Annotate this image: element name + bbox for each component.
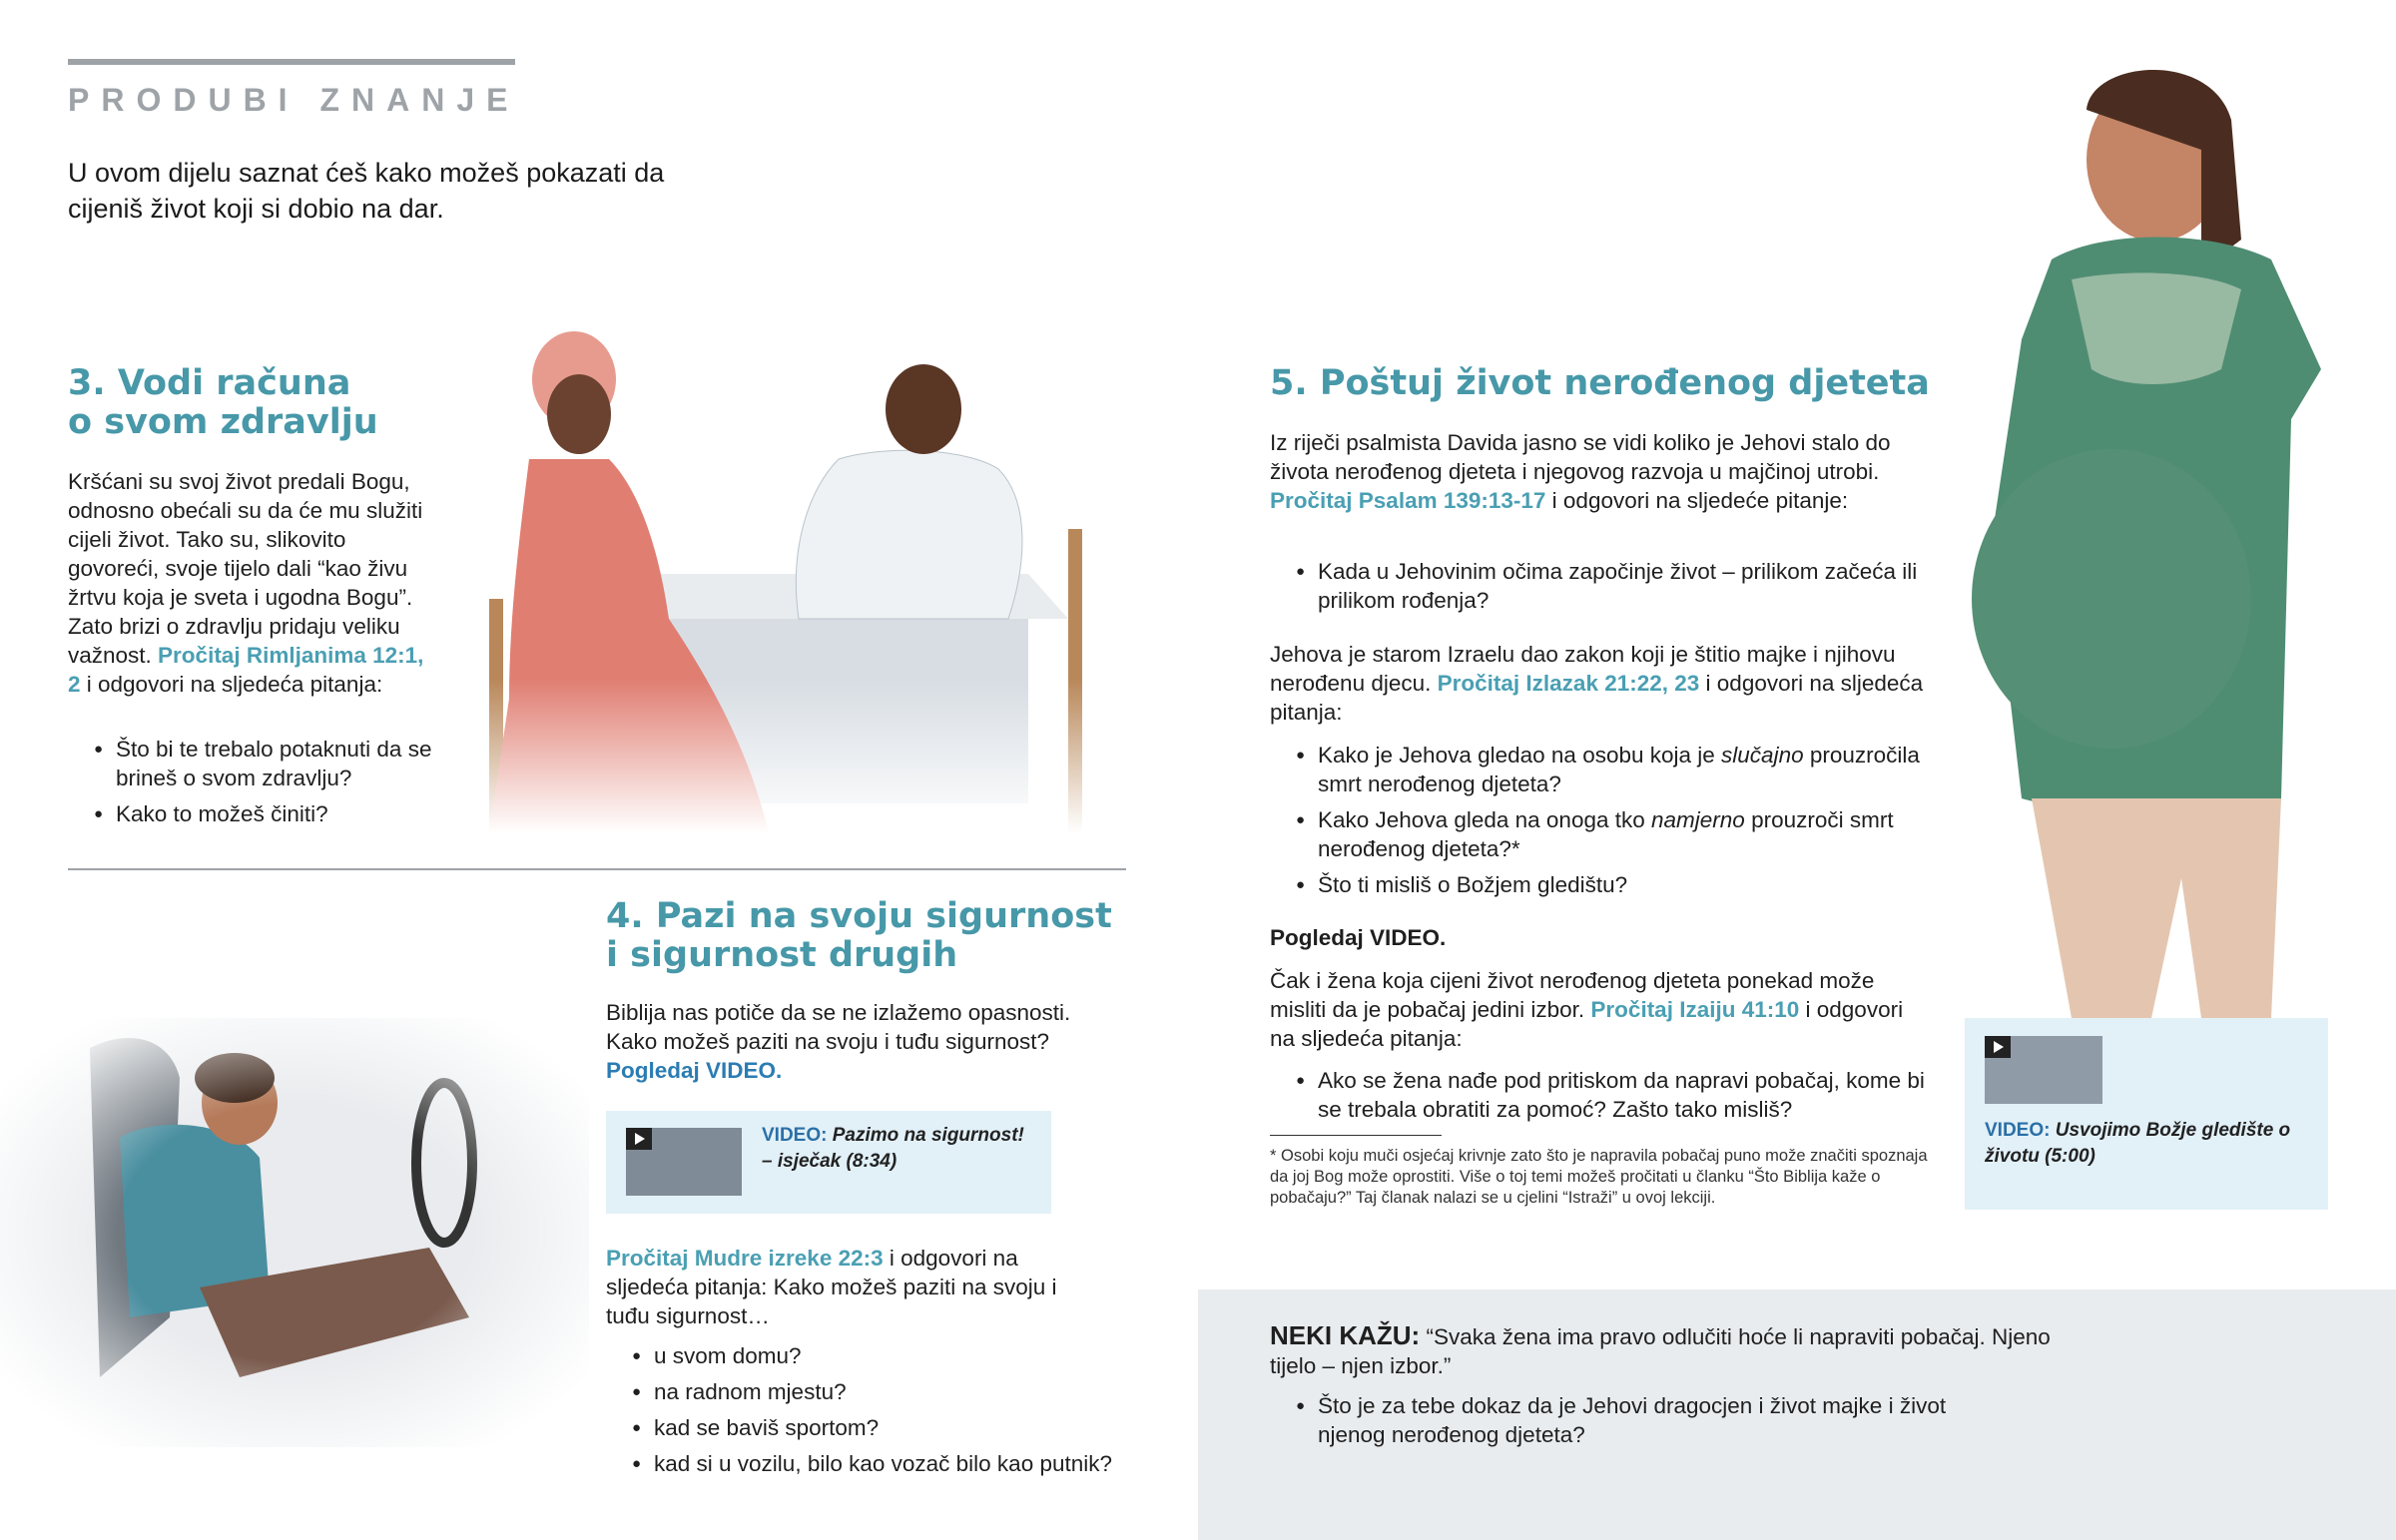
- section-kicker: PRODUBI ZNANJE: [68, 82, 520, 118]
- section-4-reading: [606, 1244, 1105, 1330]
- section-4-body-text: Biblija nas potiče da se ne izlažemo opasnosti. Kako možeš paziti na svoju i tuđu sigurnost?: [606, 1000, 1071, 1054]
- section-4-title-line2: i sigurnost drugih: [606, 935, 958, 975]
- section-3-body-text: Kršćani su svoj život predali Bogu, odnosno obećali su da će mu služiti cijeli život. Tako su, slikovito govoreći, svoje tijelo dali “kao živu žrtvu koja je sveta i ugodna Bogu”. Zato brizi o zdravlju pridaju veliku važnost.: [68, 469, 423, 668]
- intro-text: U ovom dijelu saznat ćeš kako možeš pokazati da cijeniš život koji si dobio na dar.: [68, 158, 665, 224]
- question-emphasis: namjerno: [1651, 807, 1745, 832]
- question-emphasis: slučajno: [1721, 743, 1804, 768]
- doctor-visit-illustration: [469, 319, 1128, 833]
- section-5-intro-post: i odgovori na sljedeće pitanje:: [1545, 488, 1849, 513]
- section-5-choice: [1270, 966, 1929, 1053]
- section-5-isaiah-link[interactable]: Pročitaj Izaiju 41:10: [1590, 997, 1800, 1022]
- play-icon[interactable]: [1985, 1036, 2011, 1058]
- section-5-questions: [1270, 741, 1929, 906]
- video-label: VIDEO:: [762, 1125, 828, 1146]
- question-text: Kako Jehova gleda na onoga tko: [1318, 807, 1652, 832]
- play-icon[interactable]: [626, 1128, 652, 1150]
- section-3-title-line2: o svom zdravlju: [68, 402, 378, 442]
- section-3-title-line1: 3. Vodi računa: [68, 363, 351, 403]
- section-5-intro: [1270, 428, 1899, 515]
- section-5-law: [1270, 640, 1929, 727]
- pregnant-woman-illustration: [1952, 40, 2371, 1018]
- opinion-question: [1270, 1391, 1949, 1456]
- section-5-video-card[interactable]: [1965, 1018, 2328, 1210]
- section-5-video-caption[interactable]: [1985, 1118, 2304, 1170]
- section-4-reading-text: i odgovori na sljedeća pitanja: Kako možeš paziti na svoju i tuđu sigurnost…: [606, 1246, 1057, 1328]
- section-5-question-1: [1270, 557, 1929, 622]
- section-4-questions: [606, 1341, 1165, 1485]
- footnote-rule: [1270, 1135, 1442, 1136]
- list-item: ● Što bi te trebalo potaknuti da se brineš o svom zdravlju?: [68, 735, 447, 792]
- opinion-quote: [1270, 1321, 2069, 1380]
- list-item: [1270, 741, 1929, 798]
- section-3-body: [68, 467, 427, 699]
- section-5-title: 5. Poštuj život nerođenog djeteta: [1270, 363, 1930, 403]
- question-text: Kako je Jehova gledao na osobu koja je: [1318, 743, 1722, 768]
- section-4-video-link[interactable]: Pogledaj VIDEO.: [606, 1058, 783, 1083]
- section-5-exodus-link[interactable]: Pročitaj Izlazak 21:22, 23: [1437, 671, 1700, 696]
- section-3-questions: [68, 735, 447, 835]
- list-item: ● kad se baviš sportom?: [606, 1413, 1165, 1442]
- list-item: ● u svom domu?: [606, 1341, 1165, 1370]
- section-4-body: [606, 998, 1095, 1085]
- list-item: ● Kada u Jehovinim očima započinje život – prilikom začeća ili prilikom rođenja?: [1270, 557, 1929, 615]
- opinion-label: NEKI KAŽU:: [1270, 1320, 1421, 1350]
- video-title: Usvojimo Božje gledište o životu (5:00): [1985, 1120, 2291, 1167]
- list-item: [1270, 805, 1929, 863]
- question-text: prouzroči smrt nerođenog djeteta?*: [1318, 807, 1894, 861]
- list-item: ● Kako to možeš činiti?: [68, 799, 447, 828]
- seatbelt-illustration: [0, 1018, 589, 1447]
- section-3-body-post: i odgovori na sljedeća pitanja:: [80, 672, 383, 697]
- section-5-choice-text: Čak i žena koja cijeni život nerođenog djeteta ponekad može misliti da je pobačaj jedini izbor.: [1270, 968, 1875, 1022]
- section-5-psalm-link[interactable]: Pročitaj Psalam 139:13-17: [1270, 488, 1546, 513]
- opinion-box: [1198, 1289, 2396, 1540]
- footnote: * Osobi koju muči osjećaj krivnje zato što je napravila pobačaj puno može značiti spoznaja da joj Bog može oprostiti. Više o toj temi možeš pročitati u članku “Što Biblija kaže o pobačaju?” Taj članak nalazi se u cjelini “Istraži” u ovoj lekciji.: [1270, 1147, 1928, 1207]
- section-5-video-link[interactable]: Pogledaj VIDEO.: [1270, 925, 1447, 950]
- opinion-quote-text: “Svaka žena ima pravo odlučiti hoće li napraviti pobačaj. Njeno tijelo – njen izbor.”: [1270, 1324, 2051, 1378]
- question-text: prouzročila smrt nerođenog djeteta?: [1318, 743, 1920, 796]
- section-4-title: [606, 897, 1112, 975]
- section-4-video-card[interactable]: [606, 1111, 1051, 1214]
- list-item: ● na radnom mjestu?: [606, 1377, 1165, 1406]
- list-item: ● Što ti misliš o Božjem gledištu?: [1270, 870, 1929, 899]
- list-item: ● Što je za tebe dokaz da je Jehovi dragocjen i život majke i život njenog nerođenog djeteta?: [1270, 1391, 1949, 1449]
- list-item: ● Ako se žena nađe pod pritiskom da napravi pobačaj, kome bi se trebala obratiti za pomoć? Zašto tako misliš?: [1270, 1066, 1929, 1124]
- section-5-law-text: Jehova je starom Izraelu dao zakon koji je štitio majke i njihovu nerođenu djecu.: [1270, 642, 1896, 696]
- section-3-scripture-link[interactable]: Pročitaj Rimljanima 12:1, 2: [68, 643, 424, 697]
- section-5-question-5: [1270, 1066, 1929, 1131]
- video-title: Pazimo na sigurnost!: [832, 1125, 1024, 1146]
- video-subtitle: – isječak (8:34): [762, 1151, 898, 1172]
- section-4-video-caption[interactable]: [762, 1123, 1041, 1175]
- video-label: VIDEO:: [1985, 1120, 2051, 1141]
- section-5-choice-post: i odgovori na sljedeća pitanja:: [1270, 997, 1904, 1051]
- section-5-law-post: i odgovori na sljedeća pitanja:: [1270, 671, 1924, 725]
- section-divider: [68, 868, 1126, 870]
- section-4-title-line1: 4. Pazi na svoju sigurnost: [606, 896, 1112, 936]
- section-4-scripture-link[interactable]: Pročitaj Mudre izreke 22:3: [606, 1246, 884, 1271]
- list-item: ● kad si u vozilu, bilo kao vozač bilo kao putnik?: [606, 1449, 1165, 1478]
- header-rule: [68, 59, 515, 65]
- section-5-intro-text: Iz riječi psalmista Davida jasno se vidi koliko je Jehovi stalo do života nerođenog djeteta i njegovog razvoja u majčinoj utrobi.: [1270, 430, 1891, 484]
- section-3-title: [68, 364, 378, 442]
